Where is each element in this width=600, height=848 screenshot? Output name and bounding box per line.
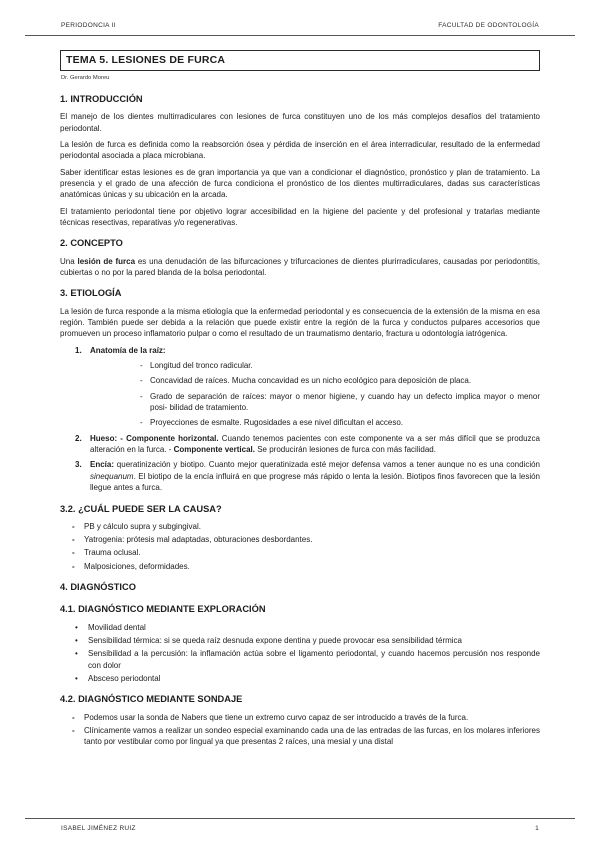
list-item-text [150,391,540,414]
list-item-text [150,375,540,386]
text-run: Se producirán lesiones de furca con más facilidad. [254,445,436,455]
dash-marker: - [140,376,143,386]
author-line: Dr. Gerardo Moreu [61,75,110,81]
heading-text: 3. ETIOLOGÍA [60,288,122,299]
heading-text: 4. DIAGNÓSTICO [60,582,136,593]
paragraph-text [60,167,540,201]
paragraph [60,206,540,229]
text-run: El tratamiento periodontal tiene por objetivo lograr accesibilidad en la higiene del paciente y del profesional y tratarlas mediante técnicas resectivas, reparativas y/o regenerativas. [60,206,540,228]
text-run: Absceso periodontal [88,673,161,683]
text-run: Proyecciones de esmalte. Rugosidades a ese nivel dificultan el acceso. [150,418,404,428]
dash-marker: - [72,548,75,558]
document-title: TEMA 5. LESIONES DE FURCA [66,54,226,66]
paragraph [60,306,540,340]
section-heading [60,93,540,106]
paragraph-text [60,111,540,134]
numbered-item [60,345,540,356]
heading-text: 4.2. DIAGNÓSTICO MEDIANTE SONDAJE [60,694,243,705]
text-run: Yatrogenia: prótesis mal adaptadas, obturaciones desbordantes. [84,535,313,545]
section-heading [60,503,540,516]
dash-marker: - [72,535,75,545]
text-run: Sensibilidad térmica: si se queda raíz desnuda expone dentina y puede provocar esa sensibilidad térmica [88,635,463,645]
dash-marker: - [140,360,143,370]
list-item-text [84,725,540,748]
paragraph-text [60,306,540,340]
dash-marker: - [72,725,75,735]
text-run: El manejo de los dientes multirradiculares con lesiones de furca constituyen uno de los más complejos desafíos del tratamiento periodontal. [60,112,540,133]
paragraph-text [60,139,540,162]
list-item-text [84,712,540,723]
text-run: Una [60,256,78,266]
text-run: Podemos usar la sonda de Nabers que tiene un extremo curvo capaz de ser introducido a través de la furca. [84,712,469,722]
dash-list-item [60,391,540,414]
text-run: Hueso: - Componente horizontal. [90,433,219,443]
text-run: Encía: [90,460,115,470]
paragraph [60,139,540,162]
dash-marker: - [140,418,143,428]
dash-marker: - [72,712,75,722]
list-item-text [84,547,540,558]
text-run: Saber identificar estas lesiones es de gran importancia ya que van a condicionar el diagnóstico, pronóstico y plan de tratamiento. La presencia y el grado de una afección de furca condiciona el pronóstico de los dientes multirradiculares, dadas sus características anatómicas únicas y su ubicación en la arcada. [60,167,540,200]
item-number: 2. [75,433,82,443]
section-heading [60,287,540,300]
paragraph [60,167,540,201]
footer-rule [25,818,575,819]
list-item-text [90,433,540,456]
item-number: 1. [75,345,82,355]
item-number: 3. [75,460,82,470]
numbered-item [60,433,540,456]
text-run: Sensibilidad a la percusión: la inflamación actúa sobre el ligamento periodontal, y cuando hacemos percusión nos responde con dolor [88,649,540,670]
section-heading [60,237,540,250]
text-run: . El biotipo de la encía influirá en que progrese más rápido o lenta la lesión. Biotipos finos favorecen que la lesión llegue antes a furca. [90,471,540,493]
dash-marker: - [140,391,143,401]
heading-text: 1. INTRODUCCIÓN [60,94,143,104]
text-run: Longitud del tronco radicular. [150,360,253,370]
dash-list-item [60,521,540,532]
text-run: lesión de furca [77,256,136,266]
section-heading [60,603,540,616]
dash-list-item [60,712,540,723]
text-run: Cuando tenemos pacientes con este componente va a ser más difícil que se produzca alteración en la furca. - [90,433,540,455]
numbered-item [60,459,540,493]
bullet-marker: • [75,622,78,632]
paragraph [60,256,540,279]
list-item-text [90,459,540,493]
dash-list-item [60,360,540,371]
section-heading [60,581,540,594]
bullet-list-item [60,622,540,633]
title-box [60,50,540,71]
bullet-list-item [60,673,540,684]
list-item-text [150,417,540,428]
page-number: 1 [535,825,539,832]
text-run: PB y cálculo supra y subgingival. [84,521,201,531]
document-body [60,93,540,748]
dash-list-item [60,725,540,748]
text-run: Concavidad de raíces. Mucha concavidad es un nicho ecológico para deposición de placa. [150,376,472,386]
dash-marker: - [72,561,75,571]
heading-text: 4.1. DIAGNÓSTICO MEDIANTE EXPLORACIÓN [60,604,266,615]
text-run: Anatomía de la raíz: [90,345,166,355]
header-course-title: PERIODONCIA II [61,22,116,29]
paragraph-text [60,206,540,229]
heading-text: 3.2. ¿CUÁL PUEDE SER LA CAUSA? [60,503,222,514]
list-item-text [88,673,540,684]
text-run: La lesión de furca responde a la misma etiología que la enfermedad periodontal y es consecuencia de la extensión de la misma en esa región. También puede ser debida a la relación que puede existir entre la región de la furca y conductos pulpares accesorios que promueven un proceso inflamatorio pulpar o como el resultado de un traumatismo dentario, fractura u odontología iatrógenica. [60,306,540,339]
footer-author-name: ISABEL JIMÉNEZ RUIZ [61,825,136,832]
list-item-text [84,534,540,545]
content-column [60,50,540,750]
list-item-text [150,360,540,371]
list-item-text [88,635,540,646]
dash-marker: - [72,521,75,531]
bullet-list-item [60,635,540,646]
list-item-text [88,648,540,671]
dash-list-item [60,375,540,386]
text-run: sinequanum [90,471,134,481]
text-run: Grado de separación de raíces: mayor o menor higiene, y cuando hay un defecto implica mayor o menor posi- bilidad de tratamiento. [150,391,540,413]
header-faculty: FACULTAD DE ODONTOLOGÍA [438,22,539,29]
paragraph-text [60,256,540,279]
bullet-marker: • [75,649,78,659]
running-footer [61,825,539,832]
bullet-marker: • [75,635,78,645]
paragraph [60,111,540,134]
list-item-text [84,521,540,532]
text-run: Clínicamente vamos a realizar un sondeo especial examinando cada una de las entradas de las furcas, en los molares inferiores tanto por vestibular como por lingual ya que presentas 2 raíces, una mesial y una distal [84,725,540,747]
section-heading [60,693,540,706]
dash-list-item [60,547,540,558]
bullet-list-item [60,648,540,671]
list-item-text [88,622,540,633]
text-run: es una denudación de las bifurcaciones y trifurcaciones de dientes plurirradiculares, causadas por periodontitis, cubiertas o no por la pared blanda de la bolsa periodontal. [60,256,541,277]
text-run: queratinización y biotipo. Cuanto mejor queratinizada esté mejor defensa vamos a tener aunque no es una condición [114,460,540,470]
text-run: La lesión de furca es definida como la reabsorción ósea y pérdida de inserción en el área interradicular, resultado de la enfermedad periodontal asociada a placa microbiana. [60,139,540,161]
running-header [61,22,539,29]
list-item-text [90,345,540,356]
bullet-marker: • [75,673,78,683]
dash-list-item [60,561,540,572]
header-rule [25,35,575,36]
heading-text: 2. CONCEPTO [60,238,123,249]
text-run: Movilidad dental [88,622,146,632]
text-run: Componente vertical. [173,445,255,455]
text-run: Malposiciones, deformidades. [84,561,190,571]
text-run: Trauma oclusal. [84,548,141,558]
dash-list-item [60,534,540,545]
dash-list-item [60,417,540,428]
list-item-text [84,561,540,572]
